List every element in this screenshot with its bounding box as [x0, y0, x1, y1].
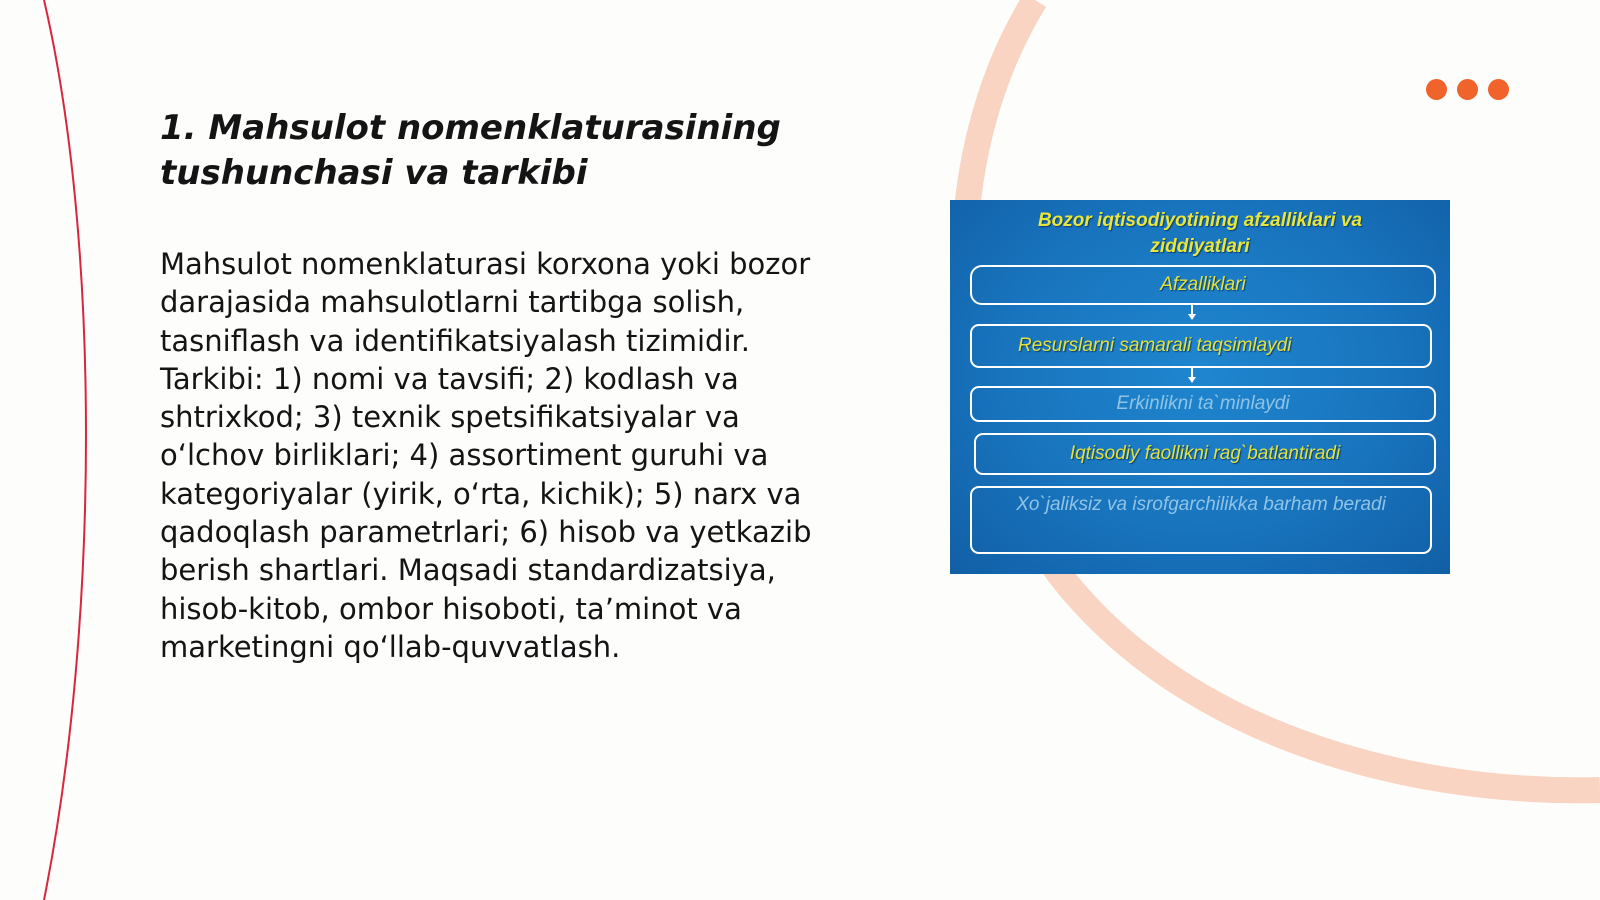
diagram-arrow-head: [1188, 314, 1196, 320]
dot-1: [1426, 79, 1447, 100]
diagram-box-resurslar: Resurslarni samarali taqsimlaydi: [970, 324, 1432, 368]
diagram-box-afzalliklari: Afzalliklari: [970, 265, 1436, 305]
diagram-title: Bozor iqtisodiyotining afzalliklari va ziddiyatlari: [1037, 210, 1363, 257]
left-accent-line: [44, 0, 86, 900]
dot-3: [1488, 79, 1509, 100]
slide-title: 1. Mahsulot nomenklaturasining tushunchasi va tarkibi: [160, 108, 781, 193]
diagram-arrow-head: [1188, 377, 1196, 383]
slide-body-text: Mahsulot nomenklaturasi korxona yoki bozor darajasida mahsulotlarni tartibga solish, tasniflash va identifikatsiyalash tizimidir. Tarkibi: 1) nomi va tavsifi; 2) kodlash va shtrixkod; 3) texnik spetsifikatsiyalar va o‘lchov birliklari; 4) assortiment guruhi va kategoriyalar (yirik, o‘rta, kichik); 5) narx va qadoqlash parametrlari; 6) hisob va yetkazib berish shartlari. Maqsadi standardizatsiya, hisob-kitob, ombor hisoboti, ta’minot va marketingni qo‘llab-quvvatlash.: [160, 247, 812, 664]
more-dots-icon[interactable]: [1426, 79, 1509, 100]
dot-2: [1457, 79, 1478, 100]
diagram-box-xojaliksiz: Xo`jaliksiz va isrofgarchilikka barham beradi: [970, 486, 1432, 554]
diagram-image: [950, 200, 1450, 574]
diagram-box-erkinlik: Erkinlikni ta`minlaydi: [970, 386, 1436, 422]
diagram-box-iqtisodiy-faollik: Iqtisodiy faollikni rag`batlantiradi: [974, 433, 1436, 475]
